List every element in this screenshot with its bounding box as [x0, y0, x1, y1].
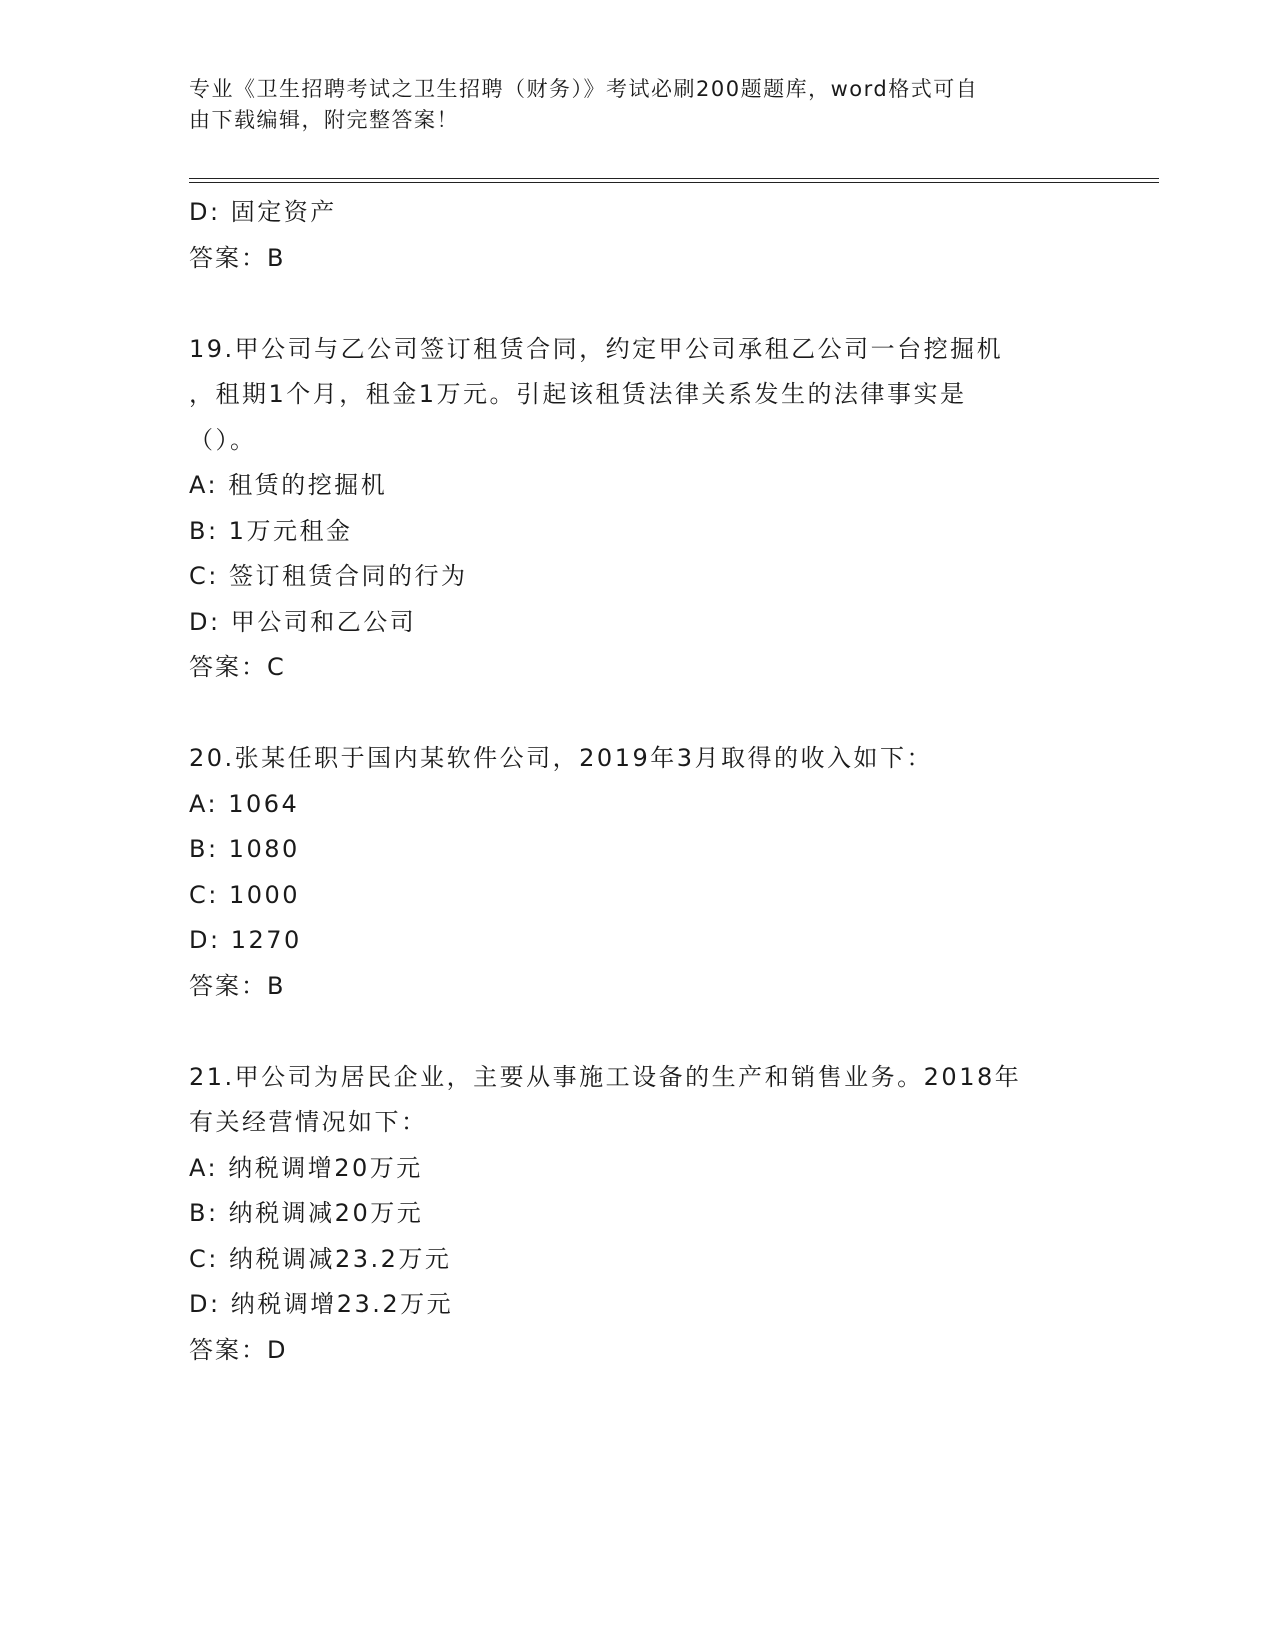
document-header [189, 74, 1089, 136]
question-20 [189, 736, 1089, 1009]
option-a: A: 纳税调增20万元 [189, 1153, 423, 1182]
question-list [189, 190, 1089, 1373]
option-a: A: 租赁的挖掘机 [189, 471, 388, 499]
option-d: D: 甲公司和乙公司 [189, 607, 417, 636]
header-line-2: 由下载编辑，附完整答案！ [189, 108, 459, 132]
question-stem: 20.张某任职于国内某软件公司，2019年3月取得的收入如下： [189, 744, 934, 772]
spacer [189, 281, 1089, 327]
option-c: C: 签订租赁合同的行为 [189, 562, 468, 590]
header-line-1: 专业《卫生招聘考试之卫生招聘（财务）》考试必刷200题题库，word格式可自 [189, 77, 979, 101]
option-d: D: 纳税调增23.2万元 [189, 1290, 454, 1318]
answer-line: 答案：C [189, 653, 286, 681]
option-d: D: 1270 [189, 926, 302, 954]
answer-line: 答案：D [189, 1335, 288, 1364]
option-a: A: 1064 [189, 789, 300, 818]
answer-line: 答案：B [189, 243, 286, 272]
option-b: B: 纳税调减20万元 [189, 1199, 424, 1227]
header-rule-top [189, 178, 1159, 179]
header-rule-bottom [189, 182, 1159, 183]
option-b: B: 1万元租金 [189, 516, 353, 545]
question-stem: ，租期1个月，租金1万元。引起该租赁法律关系发生的法律事实是 [189, 380, 967, 408]
question-19 [189, 327, 1089, 691]
option-c: C: 1000 [189, 880, 301, 909]
question-21 [189, 1055, 1089, 1374]
spacer [189, 691, 1089, 737]
option-b: B: 1080 [189, 835, 300, 863]
option-c: C: 纳税调减23.2万元 [189, 1244, 452, 1273]
spacer [189, 1009, 1089, 1055]
question-stem: 19.甲公司与乙公司签订租赁合同，约定甲公司承租乙公司一台挖掘机 [189, 334, 1004, 363]
question-stem: 有关经营情况如下： [189, 1108, 428, 1136]
question-stem: 21.甲公司为居民企业，主要从事施工设备的生产和销售业务。2018年 [189, 1062, 1022, 1091]
question-stem: （）。 [189, 425, 257, 454]
answer-line: 答案：B [189, 971, 286, 1000]
question-18-tail [189, 190, 1089, 281]
option-d: D: 固定资产 [189, 198, 337, 226]
